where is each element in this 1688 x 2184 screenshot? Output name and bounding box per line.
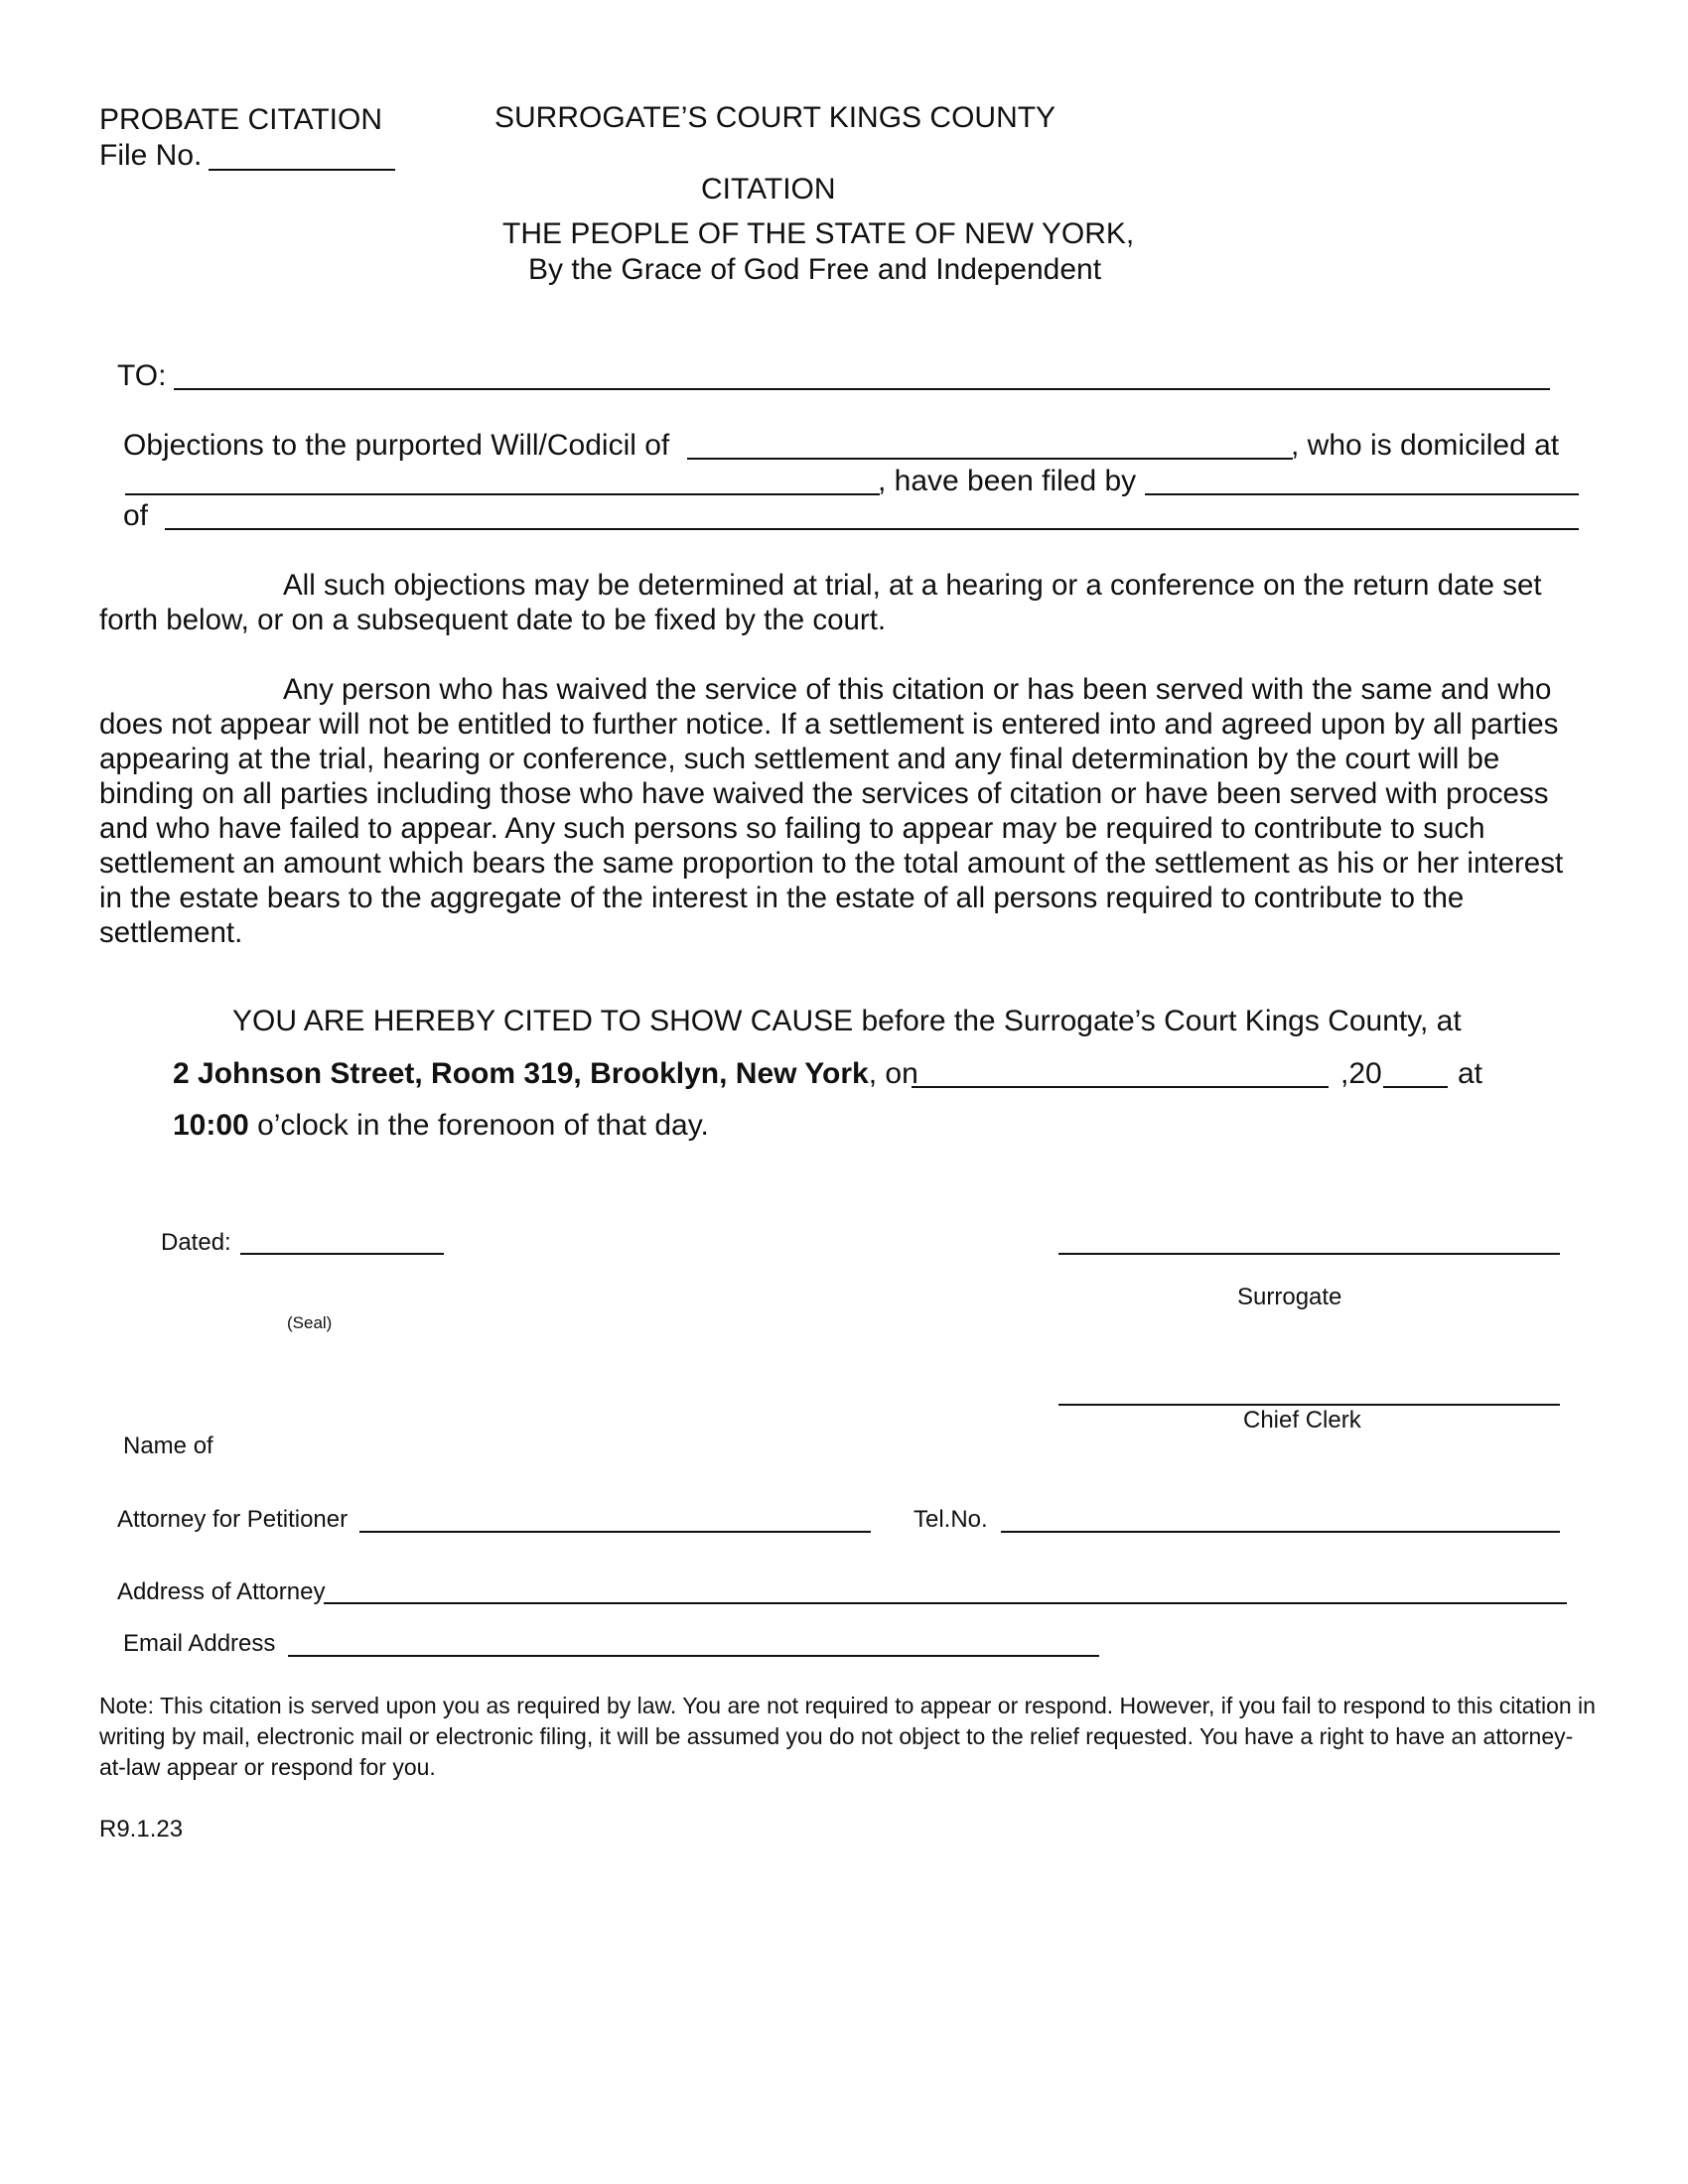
at-text: at [1458,1057,1483,1090]
attorney-address-field[interactable] [324,1602,1567,1604]
dated-label: Dated: [161,1229,231,1256]
chief-clerk-label: Chief Clerk [1243,1407,1361,1433]
court-title: SURROGATE’S COURT KINGS COUNTY [494,101,1056,134]
file-no-field[interactable] [209,169,395,171]
surrogate-label: Surrogate [1237,1284,1342,1310]
year-prefix: ,20 [1340,1057,1382,1090]
year-field[interactable] [1383,1086,1448,1088]
grace-line: By the Grace of God Free and Independent [528,253,1102,286]
to-field[interactable] [174,388,1550,390]
hearing-time: 10:00 [173,1109,249,1142]
paragraph-trial [99,568,1589,637]
attorney-label: Attorney for Petitioner [117,1506,349,1533]
citation-heading: CITATION [701,173,836,205]
decedent-name-field[interactable] [687,458,1293,460]
filed-by-text: , have been filed by [878,465,1137,497]
seal-label: (Seal) [287,1313,333,1332]
attorney-field[interactable] [359,1531,871,1533]
tel-field[interactable] [1001,1531,1560,1533]
file-no-label: File No. [99,139,203,172]
of-field[interactable] [165,528,1579,530]
paragraph-trial-text: All such objections may be determined at trial, at a hearing or a conference on the return date set forth below, or on a subsequent date to be fixed by the court. [99,569,1542,636]
to-label: TO: [117,359,167,392]
time-rest-text: o’clock in the forenoon of that day. [248,1109,709,1142]
cite-line: YOU ARE HEREBY CITED TO SHOW CAUSE before the Surrogate’s Court Kings County, at [232,1005,1462,1037]
of-label: of [123,499,149,532]
legal-note: Note: This citation is served upon you as required by law. You are not required to appear or respond. However, if you fail to respond to this citation in writing by mail, electronic mail or electronic filing, it will be assumed you do not object to the relief requested. You have a right to have an attorney-at-law appear or respond for you. [99,1693,1596,1780]
objections-prefix: Objections to the purported Will/Codicil of [123,429,670,462]
dated-field[interactable] [240,1253,444,1255]
tel-label: Tel.No. [914,1506,988,1533]
revision-code: R9.1.23 [99,1816,184,1843]
email-label: Email Address [123,1630,276,1657]
court-address: 2 Johnson Street, Room 319, Brooklyn, New York [173,1057,869,1090]
people-line: THE PEOPLE OF THE STATE OF NEW YORK, [502,217,1135,250]
surrogate-signature-line[interactable] [1058,1253,1560,1255]
form-title: PROBATE CITATION [99,103,383,136]
filed-by-field[interactable] [1145,493,1579,495]
on-text: , on [868,1057,918,1090]
hearing-date-field[interactable] [912,1086,1329,1088]
email-field[interactable] [288,1655,1099,1657]
domicile-field[interactable] [125,493,880,495]
attorney-address-label: Address of Attorney [117,1578,326,1605]
name-of-label: Name of [123,1433,213,1459]
paragraph-waiver [99,672,1589,950]
domiciled-text: , who is domiciled at [1291,429,1560,462]
paragraph-waiver-text: Any person who has waived the service of this citation or has been served with the same and who does not appear will not be entitled to further notice. If a settlement is entered into and agreed upon by all parties appearing at the trial, hearing or conference, such settlement and any final determination by the court will be binding on all parties including those who have waived the services of citation or have been served with process and who have failed to appear. Any such persons so failing to appear may be required to contribute to such settlement an amount which bears the same proportion to the total amount of the settlement as his or her interest in the estate bears to the aggregate of the interest in the estate of all persons required to contribute to the settlement. [99,673,1564,949]
